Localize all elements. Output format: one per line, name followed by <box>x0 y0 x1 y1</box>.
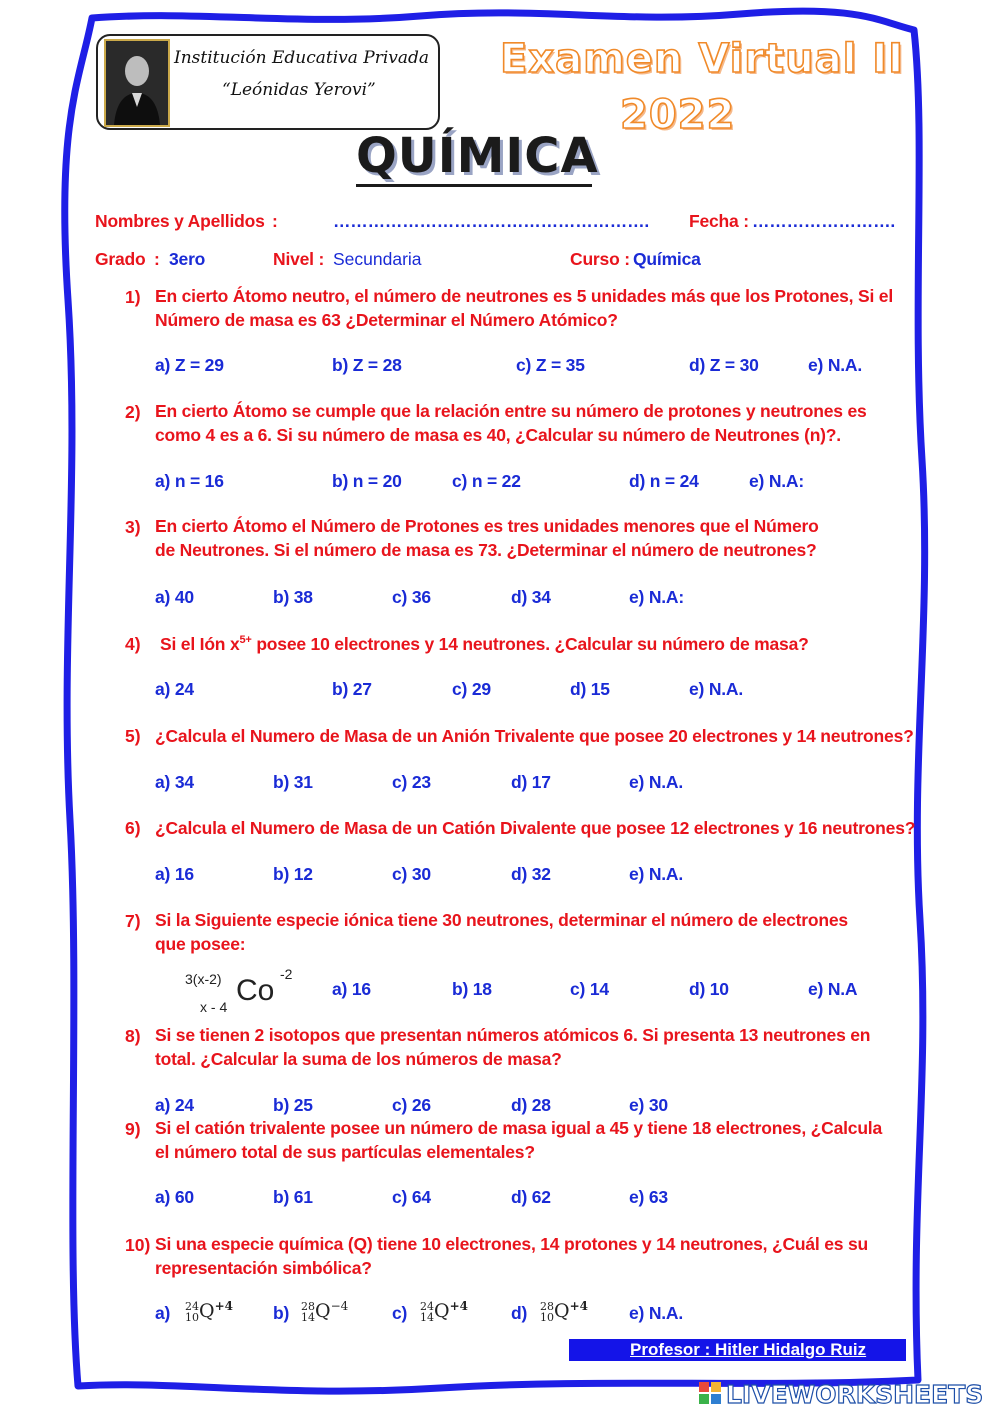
q5-option-c[interactable]: c) 23 <box>392 772 431 792</box>
q7-element-symbol: Co <box>236 974 275 1007</box>
q8-option-c[interactable]: c) 26 <box>392 1095 431 1115</box>
q10-option-a-label[interactable]: a) <box>155 1303 171 1323</box>
name-field[interactable]: ………………………………………………. <box>333 211 650 231</box>
liveworksheets-watermark[interactable]: LIVEWORKSHEETS <box>726 1380 984 1409</box>
q1-option-c[interactable]: c) Z = 35 <box>516 355 585 375</box>
question-6-number: 6) <box>125 818 141 838</box>
q10-option-a-symbol[interactable]: 24 $10Q^{+4}$ <box>185 1299 233 1324</box>
q10-option-c-label[interactable]: c) <box>392 1303 408 1323</box>
exam-title: Examen Virtual II <box>500 36 905 82</box>
q10-option-b-symbol[interactable]: 28 $14Q^{-4}$ <box>301 1299 349 1324</box>
q7-atomic-number: x - 4 <box>200 999 228 1015</box>
date-label: Fecha : <box>689 211 749 231</box>
q7-mass-number: 3(x-2) <box>185 971 222 987</box>
date-field[interactable]: ……………………. <box>752 211 896 231</box>
q10-option-c-symbol[interactable]: 24 $14Q^{+4}$ <box>420 1299 468 1324</box>
q9-option-e[interactable]: e) 63 <box>629 1187 668 1207</box>
question-10-text: Si una especie química (Q) tiene 10 electrones, 14 protones y 14 neutrones, ¿Cuál es su representación simbólica? <box>155 1234 868 1278</box>
question-4-number: 4) <box>125 634 141 654</box>
question-5-text: ¿Calcula el Numero de Masa de un Anión Trivalente que posee 20 electrones y 14 neutrones? <box>155 726 914 746</box>
q5-option-d[interactable]: d) 17 <box>511 772 551 792</box>
name-colon: : <box>272 211 278 231</box>
q5-option-b[interactable]: b) 31 <box>273 772 313 792</box>
q5-option-e[interactable]: e) N.A. <box>629 772 684 792</box>
q3-option-e[interactable]: e) N.A: <box>629 587 684 607</box>
q1-option-e[interactable]: e) N.A. <box>808 355 863 375</box>
q9-option-a[interactable]: a) 60 <box>155 1187 194 1207</box>
course-value: Química <box>633 249 701 269</box>
q2-option-e[interactable]: e) N.A: <box>749 471 804 491</box>
q10-option-d-label[interactable]: d) <box>511 1303 528 1323</box>
question-1-text: En cierto Átomo neutro, el número de neutrones es 5 unidades más que los Protones, Si el Número de masa es 63 ¿Determinar el Número Atómico? <box>155 286 893 330</box>
q3-option-d[interactable]: d) 34 <box>511 587 551 607</box>
q2-option-c[interactable]: c) n = 22 <box>452 471 521 491</box>
question-1-number: 1) <box>125 287 141 307</box>
q7-option-c[interactable]: c) 14 <box>570 979 609 999</box>
question-2-number: 2) <box>125 402 141 422</box>
institution-name-line2: “Leónidas Yerovi” <box>222 80 376 100</box>
grade-colon: : <box>154 249 160 269</box>
q8-option-b[interactable]: b) 25 <box>273 1095 313 1115</box>
q7-option-e[interactable]: e) N.A <box>808 979 858 999</box>
q7-option-d[interactable]: d) 10 <box>689 979 729 999</box>
q3-option-c[interactable]: c) 36 <box>392 587 431 607</box>
subject-underline <box>356 184 592 187</box>
question-3-text: En cierto Átomo el Número de Protones es tres unidades menores que el Número de Neutrones. Si el número de masa es 73. ¿Determinar el número de neutrones? <box>155 516 819 560</box>
level-label: Nivel : <box>273 249 325 269</box>
q6-option-d[interactable]: d) 32 <box>511 864 551 884</box>
q5-option-a[interactable]: a) 34 <box>155 772 194 792</box>
ion-charge-superscript: 5+ <box>239 634 252 647</box>
q4-option-a[interactable]: a) 24 <box>155 679 194 699</box>
question-7-text: Si la Siguiente especie iónica tiene 30 neutrones, determinar el número de electrones que posee: <box>155 910 848 954</box>
q2-option-b[interactable]: b) n = 20 <box>332 471 402 491</box>
question-5-number: 5) <box>125 726 141 746</box>
grade-value: 3ero <box>169 249 206 269</box>
q10-option-b-label[interactable]: b) <box>273 1303 290 1323</box>
q4-option-b[interactable]: b) 27 <box>332 679 372 699</box>
q7-option-a[interactable]: a) 16 <box>332 979 371 999</box>
q8-option-d[interactable]: d) 28 <box>511 1095 551 1115</box>
teacher-name: Profesor : Hitler Hidalgo Ruiz <box>630 1340 867 1359</box>
q4-option-e[interactable]: e) N.A. <box>689 679 744 699</box>
q6-option-e[interactable]: e) N.A. <box>629 864 684 884</box>
exam-year: 2022 <box>620 92 736 138</box>
q10-option-d-symbol[interactable]: 28 $10Q^{+4}$ <box>540 1299 588 1324</box>
q10-option-e[interactable]: e) N.A. <box>629 1303 684 1323</box>
question-9-text: Si el catión trivalente posee un número de masa igual a 45 y tiene 18 electrones, ¿Calcula el número total de sus partículas elementales? <box>155 1118 882 1162</box>
question-6-text: ¿Calcula el Numero de Masa de un Catión Divalente que posee 12 electrones y 16 neutrones? <box>155 818 916 838</box>
q1-option-d[interactable]: d) Z = 30 <box>689 355 759 375</box>
q9-option-d[interactable]: d) 62 <box>511 1187 551 1207</box>
q3-option-a[interactable]: a) 40 <box>155 587 194 607</box>
q8-option-e[interactable]: e) 30 <box>629 1095 668 1115</box>
q8-option-a[interactable]: a) 24 <box>155 1095 194 1115</box>
q6-option-b[interactable]: b) 12 <box>273 864 313 884</box>
institution-name-line1: Institución Educativa Privada <box>174 48 430 68</box>
q2-option-d[interactable]: d) n = 24 <box>629 471 699 491</box>
question-8-number: 8) <box>125 1026 141 1046</box>
question-4-text: Si el Ión $x^{5+}$ posee 10 electrones y 14 neutrones. ¿Calcular su número de masa? <box>160 634 809 654</box>
question-3-number: 3) <box>125 517 141 537</box>
q9-option-b[interactable]: b) 61 <box>273 1187 313 1207</box>
grade-label: Grado <box>95 249 146 269</box>
liveworksheets-logo-icon <box>699 1382 721 1404</box>
subject-title: QUÍMICA <box>356 128 599 184</box>
q1-option-a[interactable]: a) Z = 29 <box>155 355 224 375</box>
question-7-number: 7) <box>125 911 141 931</box>
q1-option-b[interactable]: b) Z = 28 <box>332 355 402 375</box>
question-10-number: 10) <box>125 1235 151 1255</box>
q9-option-c[interactable]: c) 64 <box>392 1187 431 1207</box>
q3-option-b[interactable]: b) 38 <box>273 587 313 607</box>
name-label: Nombres y Apellidos <box>95 211 265 231</box>
q4-option-c[interactable]: c) 29 <box>452 679 491 699</box>
q7-charge: -2 <box>280 966 293 982</box>
founder-portrait <box>104 39 170 127</box>
question-2-text: En cierto Átomo se cumple que la relación entre su número de protones y neutrones es como 4 es a 6. Si su número de masa es 40, ¿Calcular su número de Neutrones (n)?. <box>155 401 867 445</box>
course-label: Curso : <box>570 249 630 269</box>
q4-option-d[interactable]: d) 15 <box>570 679 610 699</box>
q2-option-a[interactable]: a) n = 16 <box>155 471 224 491</box>
q6-option-a[interactable]: a) 16 <box>155 864 194 884</box>
q7-option-b[interactable]: b) 18 <box>452 979 492 999</box>
level-value: Secundaria <box>333 249 422 269</box>
question-9-number: 9) <box>125 1119 141 1139</box>
question-8-text: Si se tienen 2 isotopos que presentan números atómicos 6. Si presenta 13 neutrones en total. ¿Calcular la suma de los números de masa? <box>155 1025 871 1069</box>
q6-option-c[interactable]: c) 30 <box>392 864 431 884</box>
